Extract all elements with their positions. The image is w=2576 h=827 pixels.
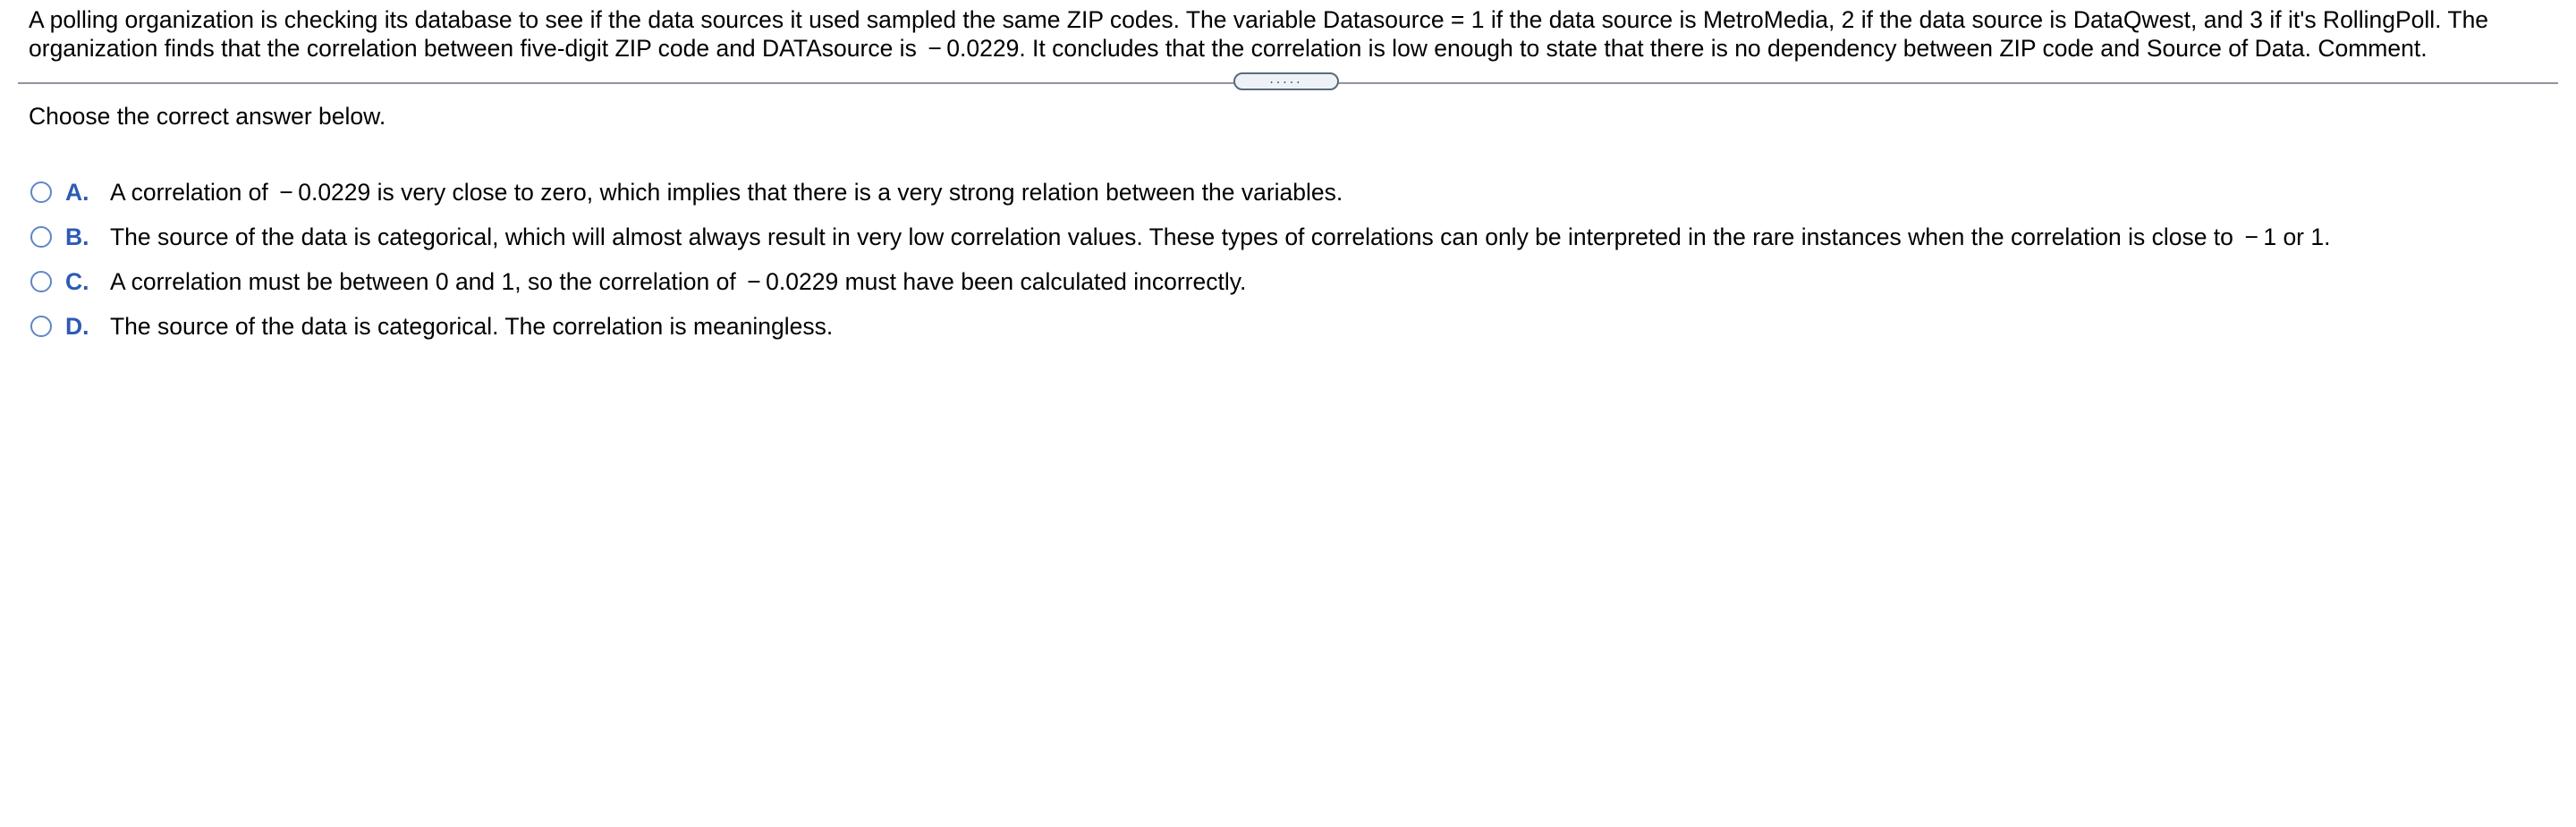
choice-a[interactable] [30,170,2330,215]
expand-question-button[interactable] [1233,72,1339,90]
choice-text-c: A correlation must be between 0 and 1, so the correlation of − 0.0229 must have been calculated incorrectly. [110,267,1247,295]
choice-c[interactable] [30,259,2330,304]
question-divider [18,70,2558,95]
choice-text-b: The source of the data is categorical, which will almost always result in very low correlation values. These types of correlations can only be interpreted in the rare instances when the correlation is close to − 1 or 1. [110,223,2331,250]
choice-letter-d: D. [65,312,89,340]
choice-letter-a: A. [65,178,89,206]
choice-text-a: A correlation of − 0.0229 is very close to zero, which implies that there is a very strong relation between the variables. [110,178,1343,206]
radio-button-a[interactable] [30,181,52,203]
radio-button-b[interactable] [30,226,52,248]
answer-prompt: Choose the correct answer below. [29,103,386,130]
radio-button-d[interactable] [30,316,52,337]
choice-letter-b: B. [65,223,89,250]
choice-b[interactable] [30,215,2330,259]
choice-d[interactable] [30,304,2330,349]
choice-letter-c: C. [65,267,89,295]
question-text: A polling organization is checking its database to see if the data sources it used sampled the same ZIP codes. The variable Datasource = 1 if the data source is MetroMedia, 2 if the data source is DataQwest, and 3 if it's RollingPoll. The organization finds that the correlation between five-digit ZIP code and DATAsource is − 0.0229. It concludes that the correlation is low enough to state that there is no dependency between ZIP code and Source of Data. Comment. [29,6,2489,62]
answer-choices [30,170,2330,349]
radio-button-c[interactable] [30,271,52,292]
choice-text-d: The source of the data is categorical. The correlation is meaningless. [110,312,834,340]
ellipsis-icon: ..... [1269,72,1303,87]
